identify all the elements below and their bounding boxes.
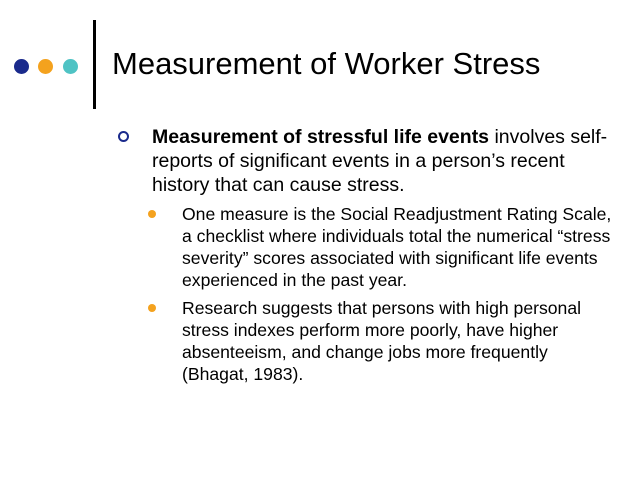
filled-circle-bullet-icon: [148, 210, 156, 218]
sub-bullet-item-2: [148, 297, 618, 385]
teal-dot-icon: [63, 59, 78, 74]
title-divider: [93, 20, 96, 109]
filled-circle-bullet-icon: [148, 304, 156, 312]
main-bullet-text: [152, 125, 618, 197]
orange-dot-icon: [38, 59, 53, 74]
hollow-circle-bullet-icon: [118, 131, 129, 142]
main-bullet-body: involves self-reports of significant events in a person’s recent history that can cause stress.: [152, 126, 608, 196]
slide-body: [118, 125, 618, 385]
sub-bullet-text-2: Research suggests that persons with high personal stress indexes perform more poorly, have higher absenteeism, and change jobs more frequently (Bhagat, 1983).: [182, 298, 582, 384]
sub-bullet-item-1: [148, 203, 618, 291]
main-bullet-lead: Measurement of stressful life events: [152, 126, 490, 148]
navy-dot-icon: [14, 59, 29, 74]
main-bullet-item: [118, 125, 618, 197]
slide-title: Measurement of Worker Stress: [112, 46, 541, 81]
sub-bullet-text-1: One measure is the Social Readjustment Rating Scale, a checklist where individuals total the numerical “stress severity” scores associated with significant life events experienced in the past year.: [182, 204, 612, 290]
